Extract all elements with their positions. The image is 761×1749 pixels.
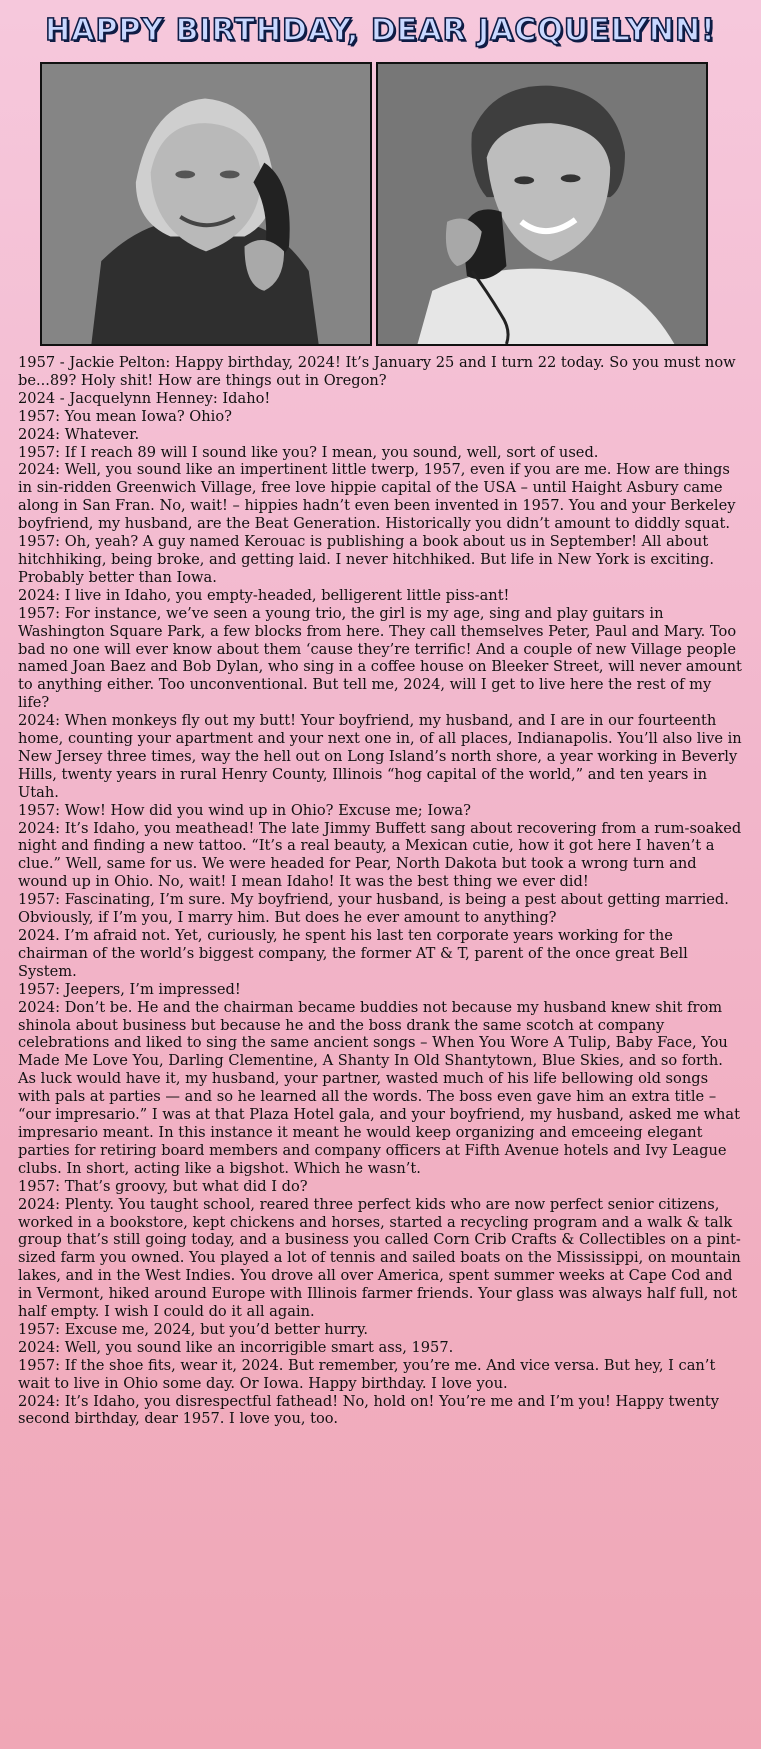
dialogue-line: 1957: Excuse me, 2024, but you’d better hurry. — [18, 1320, 369, 1338]
dialogue-line: 2024: It’s Idaho, you disrespectful fathead! No, hold on! You’re me and I’m you! Happy twenty second birthday, dear 1957. I love you, too. — [18, 1392, 720, 1428]
dialogue-line: 2024: When monkeys fly out my butt! Your boyfriend, my husband, and I are in our fourteenth home, counting your apartment and your next one in, of all places, Indianapolis. You’ll also live in New Jersey three times, way the hell out on Long Island’s north shore, a year working in Beverly Hills, twenty years in rural Henry County, Illinois “hog capital of the world,” and ten years in Utah. — [18, 712, 742, 801]
young-woman-illustration — [378, 64, 706, 344]
dialogue-line: 2024: Plenty. You taught school, reared three perfect kids who are now perfect senior citizens, worked in a bookstore, kept chickens and horses, started a recycling program and a walk & talk group that’s still going today, and a business you called Corn Crib Crafts & Collectibles on a pint-sized farm you owned. You played a lot of tennis and sailed boats on the Mississippi, on mountain lakes, and in the West Indies. You drove all over America, spent summer weeks at Cape Cod and in Vermont, hiked around Europe with Illinois farmer friends. Your glass was always half full, not half empty. I wish I could do it all again. — [18, 1195, 741, 1321]
dialogue-line: 2024. I’m afraid not. Yet, curiously, he spent his last ten corporate years working for the chairman of the world’s biggest company, the former AT & T, parent of the once great Bell System. — [18, 927, 688, 980]
photo-elderly-woman-on-phone — [40, 62, 372, 346]
conversation-text — [18, 354, 743, 1428]
dialogue-line: 2024: It’s Idaho, you meathead! The late Jimmy Buffett sang about recovering from a rum-soaked night and finding a new tattoo. “It’s a real beauty, a Mexican cutie, how it got here I haven’t a clue.” Well, same for us. We were headed for Pear, North Dakota but took a wrong turn and wound up in Ohio. No, wait! I mean Idaho! It was the best thing we ever did! — [18, 819, 742, 891]
dialogue-line: 1957: If the shoe fits, wear it, 2024. But remember, you’re me. And vice versa. But hey, I can’t wait to live in Ohio some day. Or Iowa. Happy birthday. I love you. — [18, 1356, 716, 1392]
dialogue-line: 1957: Oh, yeah? A guy named Kerouac is publishing a book about us in September! All about hitchhiking, being broke, and getting laid. I never hitchhiked. But life in New York is exciting. Probably better than Iowa. — [18, 533, 714, 586]
dialogue-line: 2024: I live in Idaho, you empty-headed, belligerent little piss-ant! — [18, 586, 510, 604]
dialogue-line: 1957: If I reach 89 will I sound like you? I mean, you sound, well, sort of used. — [18, 443, 599, 461]
dialogue-line: 2024: Well, you sound like an incorrigible smart ass, 1957. — [18, 1338, 454, 1356]
dialogue-line: 1957 - Jackie Pelton: Happy birthday, 2024! It’s January 25 and I turn 22 today. So you must now be...89? Holy shit! How are things out in Oregon? — [18, 354, 736, 389]
page-title: HAPPY BIRTHDAY, DEAR JACQUELYNN! — [45, 12, 716, 48]
dialogue-line: 1957: Jeepers, I’m impressed! — [18, 980, 241, 998]
dialogue-line: 2024: Whatever. — [18, 425, 140, 443]
photo-young-woman-on-phone — [376, 62, 708, 346]
dialogue-line: 1957: For instance, we’ve seen a young trio, the girl is my age, sing and play guitars in Washington Square Park, a few blocks from here. They call themselves Peter, Paul and Mary. Too bad no one will ever know about them ‘cause they’re terrific! And a couple of new Village people named Joan Baez and Bob Dylan, who sing in a coffee house on Bleeker Street, will never amount to anything either. Too unconventional. But tell me, 2024, will I get to live here the rest of my life? — [18, 604, 742, 712]
elderly-woman-illustration — [42, 64, 370, 344]
dialogue-line: 1957: You mean Iowa? Ohio? — [18, 407, 232, 425]
dialogue-line: 2024: Don’t be. He and the chairman became buddies not because my husband knew shit from shinola about business but because he and the boss drank the same scotch at company celebrations and liked to sing the same ancient songs – When You Wore A Tulip, Baby Face, You Made Me Love You, Darling Clementine, A Shanty In Old Shantytown, Blue Skies, and so forth. As luck would have it, my husband, your partner, wasted much of his life bellowing old songs with pals at parties — and so he learned all the words. The boss even gave him an extra title – “our impresario.” I was at that Plaza Hotel gala, and your boyfriend, my husband, asked me what impresario meant. In this instance it meant he would keep organizing and emceeing elegant parties for retiring board members and company officers at Fifth Avenue hotels and Ivy League clubs. In short, acting like a bigshot. Which he wasn’t. — [18, 998, 740, 1177]
dialogue-line: 2024: Well, you sound like an impertinent little twerp, 1957, even if you are me. How are things in sin-ridden Greenwich Village, free love hippie capital of the USA – until Haight Asbury came along in San Fran. No, wait! – hippies hadn’t even been invented in 1957. You and your Berkeley boyfriend, my husband, are the Beat Generation. Historically you didn’t amount to diddly squat. — [18, 461, 736, 533]
dialogue-line: 1957: That’s groovy, but what did I do? — [18, 1177, 308, 1195]
dialogue-line: 1957: Fascinating, I’m sure. My boyfriend, your husband, is being a pest about getting married. Obviously, if I’m you, I marry him. But does he ever amount to anything? — [18, 891, 729, 927]
dialogue-line: 2024 - Jacquelynn Henney: Idaho! — [18, 389, 271, 407]
dialogue-line: 1957: Wow! How did you wind up in Ohio? Excuse me; Iowa? — [18, 801, 471, 819]
